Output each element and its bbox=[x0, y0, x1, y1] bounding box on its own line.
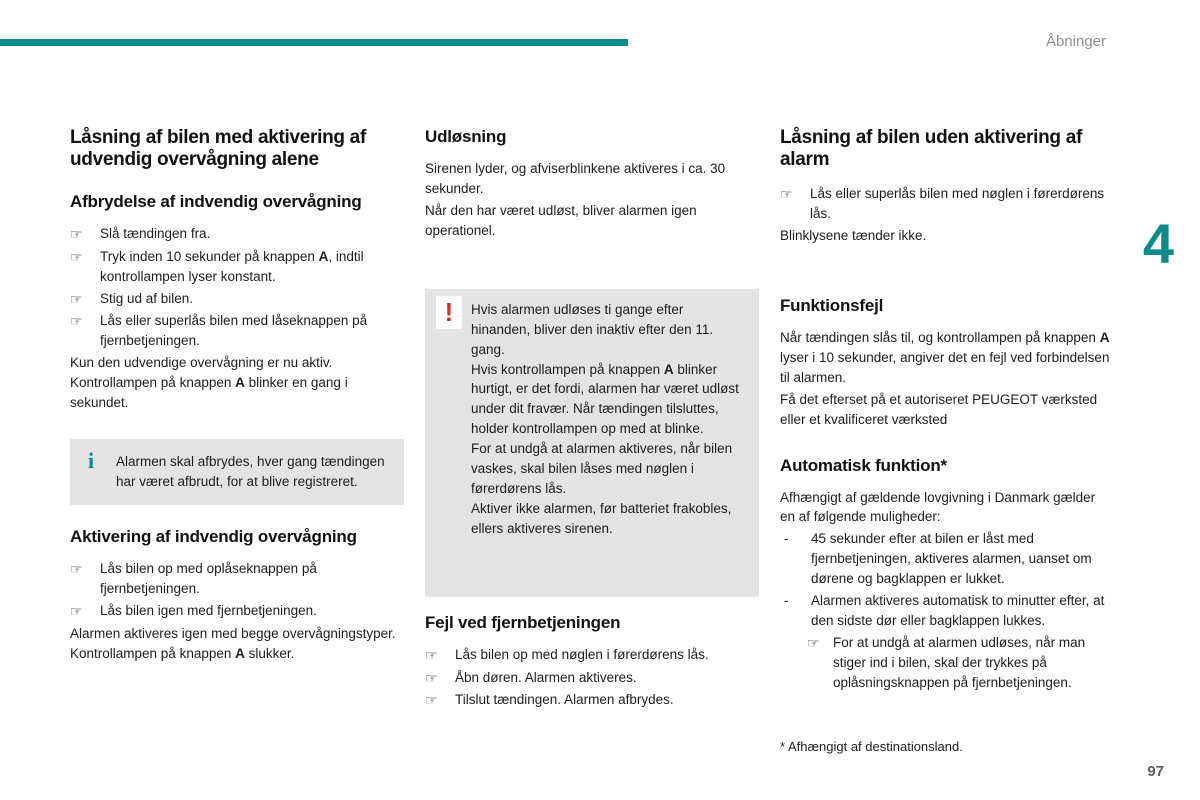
list-item-text: Lås eller superlås bilen med nøglen i førerdørens lås. bbox=[810, 186, 1105, 222]
list-item bbox=[70, 289, 404, 310]
text-run: blinker hurtigt, er det fordi, alarmen har været udløst under dit fravær. Når tændingen tilsluttes, holder kontrollampen op med at blinke. bbox=[471, 361, 739, 437]
list-item-text: Stig ud af bilen. bbox=[100, 290, 194, 306]
hand-bullet-icon: ☞ bbox=[70, 226, 83, 243]
list-item bbox=[70, 247, 404, 287]
text-run: Kun den udvendige overvågning er nu aktiv. Kontrollampen på knappen bbox=[70, 355, 333, 391]
hand-bullet-icon: ☞ bbox=[70, 560, 83, 577]
warning-box bbox=[425, 289, 759, 598]
automatic-options-list bbox=[780, 529, 1110, 631]
remote-fault-steps-list bbox=[425, 645, 759, 711]
page-header-label: Åbninger bbox=[1045, 33, 1106, 50]
hand-bullet-icon: ☞ bbox=[425, 692, 438, 709]
title-locking-without-alarm: Låsning af bilen uden aktivering af alarm bbox=[780, 127, 1082, 170]
text-run: blinker en gang i sekundet. bbox=[70, 375, 348, 411]
warning-badge bbox=[436, 296, 462, 329]
list-item-text: Tilslut tændingen. Alarmen afbrydes. bbox=[455, 692, 674, 708]
chapter-number-tab: 4 bbox=[1142, 212, 1174, 275]
deactivation-steps-list bbox=[70, 224, 404, 351]
list-item bbox=[70, 311, 404, 351]
bold-button-letter: A bbox=[663, 361, 674, 377]
paragraph-operational-again: Når den har været udløst, bliver alarmen igen operationel. bbox=[425, 202, 697, 238]
list-item bbox=[70, 601, 404, 622]
column-middle bbox=[425, 127, 759, 713]
hand-bullet-icon: ☞ bbox=[70, 248, 83, 265]
heading-automatic-function: Automatisk funktion* bbox=[780, 455, 947, 475]
list-item-text: Lås bilen op med nøglen i førerdørens lås. bbox=[455, 646, 709, 662]
hand-bullet-icon: ☞ bbox=[70, 313, 83, 330]
list-item bbox=[425, 645, 759, 666]
list-item-text bbox=[100, 247, 404, 287]
hand-bullet-icon: ☞ bbox=[70, 290, 83, 307]
top-rule bbox=[0, 39, 628, 46]
paragraph-dealer-check: Få det efterset på et autoriseret PEUGEOT værksted eller et kvalificeret værksted bbox=[780, 391, 1098, 427]
bold-button-letter: A bbox=[318, 248, 329, 264]
list-item bbox=[780, 529, 1110, 589]
list-item-text: Lås bilen igen med fjernbetjeningen. bbox=[100, 602, 317, 618]
title-locking-with-exterior-guard: Låsning af bilen med aktivering af udvendig overvågning alene bbox=[70, 127, 366, 170]
hand-bullet-icon: ☞ bbox=[425, 646, 438, 663]
hand-bullet-icon: ☞ bbox=[807, 635, 820, 652]
list-item bbox=[70, 224, 404, 245]
bold-button-letter: A bbox=[235, 375, 245, 391]
list-item bbox=[780, 184, 1110, 224]
heading-malfunction: Funktionsfejl bbox=[780, 296, 884, 316]
text-run: Når tændingen slås til, og kontrollampen på knappen bbox=[780, 329, 1100, 345]
bold-button-letter: A bbox=[235, 645, 245, 661]
list-item-text: Åbn døren. Alarmen aktiveres. bbox=[455, 669, 637, 685]
text-run: slukker. bbox=[244, 645, 295, 661]
text-run: lyser i 10 sekunder, angiver det en fejl ved forbindelsen til alarmen. bbox=[780, 349, 1110, 385]
text-run: Tryk inden 10 sekunder på knappen bbox=[100, 248, 319, 264]
warning-paragraph bbox=[471, 360, 745, 440]
column-right bbox=[780, 127, 1110, 756]
info-note-box bbox=[70, 439, 404, 505]
list-item-text: Lås eller superlås bilen med låseknappen på fjernbetjeningen. bbox=[100, 313, 368, 349]
text-run: Hvis kontrollampen på knappen bbox=[471, 361, 664, 377]
list-item bbox=[70, 559, 404, 599]
paragraph-automatic-intro: Afhængigt af gældende lovgivning i Danmark gælder en af følgende muligheder: bbox=[780, 489, 1096, 525]
list-item bbox=[425, 668, 759, 689]
heading-triggering: Udløsning bbox=[425, 127, 507, 146]
warning-paragraph: Hvis alarmen udløses ti gange efter hinanden, bliver den inaktiv efter den 11. gang. bbox=[471, 301, 714, 357]
paragraph-indicators-off: Blinklysene tænder ikke. bbox=[780, 228, 927, 244]
text-run: , indtil kontrollampen lyser konstant. bbox=[100, 248, 364, 284]
heading-interior-guard-activation: Aktivering af indvendig overvågning bbox=[70, 527, 357, 547]
paragraph-malfunction bbox=[780, 328, 1110, 388]
heading-remote-fault: Fejl ved fjernbetjeningen bbox=[425, 613, 621, 633]
page-number: 97 bbox=[1147, 763, 1164, 780]
warning-paragraph: Aktiver ikke alarmen, før batteriet frakobles, ellers aktiveres sirenen. bbox=[471, 501, 732, 537]
dash-bullet-icon: - bbox=[784, 531, 789, 547]
sub-step-text: For at undgå at alarmen udløses, når man stiger ind i bilen, skal der trykkes på oplåsningsknappen på fjernbetjeningen. bbox=[833, 635, 1086, 691]
no-alarm-steps-list bbox=[780, 184, 1110, 224]
paragraph-exterior-active bbox=[70, 353, 404, 413]
activation-steps-list bbox=[70, 559, 404, 622]
list-item bbox=[425, 690, 759, 711]
info-icon: i bbox=[88, 448, 95, 474]
list-item bbox=[780, 591, 1110, 631]
list-item-text: Alarmen aktiveres automatisk to minutter efter, at den sidste dør eller bagklappen lukkes. bbox=[811, 593, 1105, 629]
bold-button-letter: A bbox=[1099, 329, 1110, 345]
paragraph-alarm-reactivated bbox=[70, 624, 404, 664]
column-left bbox=[70, 127, 404, 666]
hand-bullet-icon: ☞ bbox=[70, 602, 83, 619]
heading-interior-guard-deactivation: Afbrydelse af indvendig overvågning bbox=[70, 192, 362, 212]
footnote: * Afhængigt af destinationsland. bbox=[780, 739, 963, 755]
list-item-text: Lås bilen op med oplåseknappen på fjernbetjeningen. bbox=[100, 560, 317, 596]
sub-step bbox=[807, 633, 1110, 693]
paragraph-siren: Sirenen lyder, og afviserblinkene aktiveres i ca. 30 sekunder. bbox=[425, 160, 726, 196]
info-note-text: Alarmen skal afbrydes, hver gang tændingen har været afbrudt, for at blive registreret. bbox=[116, 454, 385, 490]
warning-paragraph: For at undgå at alarmen aktiveres, når bilen vaskes, skal bilen låses med nøglen i førerdørens lås. bbox=[471, 441, 733, 497]
list-item-text: Slå tændingen fra. bbox=[100, 226, 211, 242]
list-item-text: 45 sekunder efter at bilen er låst med fjernbetjeningen, aktiveres alarmen, uanset om dørene og bagklappen er lukket. bbox=[811, 531, 1092, 587]
hand-bullet-icon: ☞ bbox=[780, 186, 793, 203]
warning-exclamation-icon: ! bbox=[444, 297, 454, 328]
dash-bullet-icon: - bbox=[784, 593, 789, 609]
text-run: Alarmen aktiveres igen med begge overvågningstyper. Kontrollampen på knappen bbox=[70, 625, 396, 661]
hand-bullet-icon: ☞ bbox=[425, 669, 438, 686]
